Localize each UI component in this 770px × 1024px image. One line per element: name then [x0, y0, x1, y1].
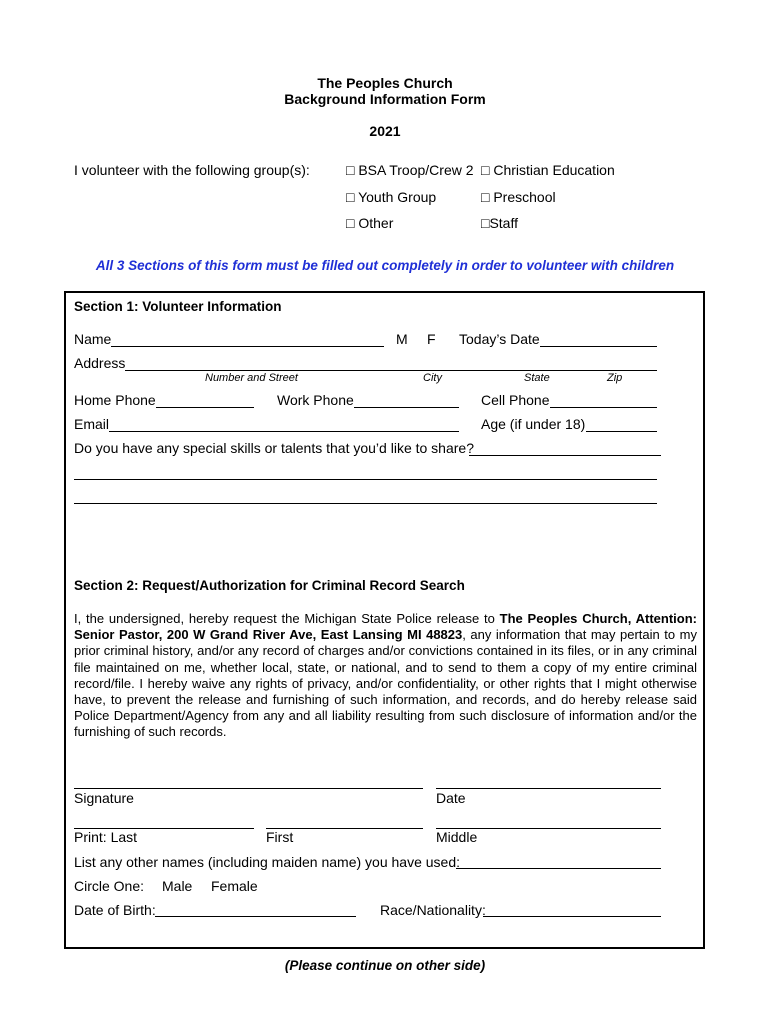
age-label: Age (if under 18)	[481, 416, 586, 432]
signature-date-label: Date	[436, 790, 466, 806]
signature-date-field[interactable]	[436, 788, 661, 789]
other-names-field[interactable]	[456, 868, 661, 869]
address-state-hint: State	[524, 372, 550, 384]
address-street-hint: Number and Street	[205, 372, 298, 384]
continue-note: (Please continue on other side)	[284, 958, 486, 973]
name-label: Name	[74, 331, 112, 347]
address-label: Address	[74, 355, 126, 371]
groups-prompt: I volunteer with the following group(s):	[74, 162, 310, 178]
cell-phone-field[interactable]	[550, 407, 657, 408]
skills-field-line-3[interactable]	[74, 503, 657, 504]
form-title: Background Information Form	[284, 91, 486, 107]
other-names-label: List any other names (including maiden name) you have used:	[74, 854, 460, 870]
group-checkbox-staff[interactable]: □Staff	[481, 215, 518, 231]
authorization-recipient: The Peoples Church, Attention: Senior Pastor, 200 W Grand River Ave, East Lansing MI 48823	[74, 611, 697, 643]
circle-one-label: Circle One:	[74, 878, 145, 894]
race-field[interactable]	[483, 916, 661, 917]
todays-date-label: Today’s Date	[459, 331, 540, 347]
email-field[interactable]	[109, 431, 459, 432]
address-field[interactable]	[125, 370, 657, 371]
signature-field[interactable]	[74, 788, 423, 789]
group-checkbox-bsa[interactable]: □ BSA Troop/Crew 2	[346, 162, 474, 178]
gender-m-option[interactable]: M	[396, 331, 408, 347]
todays-date-field[interactable]	[540, 346, 657, 347]
gender-f-option[interactable]: F	[427, 331, 436, 347]
work-phone-field[interactable]	[354, 407, 459, 408]
org-name: The Peoples Church	[317, 75, 453, 91]
section2-title: Section 2: Request/Authorization for Criminal Record Search	[74, 578, 465, 593]
print-last-label: Print: Last	[74, 829, 138, 845]
print-middle-label: Middle	[436, 829, 478, 845]
authorization-paragraph	[74, 611, 697, 741]
name-field[interactable]	[111, 346, 384, 347]
home-phone-label: Home Phone	[74, 392, 156, 408]
sex-male-option[interactable]: Male	[162, 878, 193, 894]
work-phone-label: Work Phone	[277, 392, 354, 408]
form-year: 2021	[369, 123, 401, 139]
authorization-intro: I, the undersigned, hereby request the Michigan State Police release to	[74, 611, 500, 626]
print-first-label: First	[266, 829, 294, 845]
home-phone-field[interactable]	[156, 407, 254, 408]
dob-field[interactable]	[155, 916, 356, 917]
address-zip-hint: Zip	[607, 372, 623, 384]
age-field[interactable]	[586, 431, 657, 432]
section1-title: Section 1: Volunteer Information	[74, 299, 282, 314]
address-city-hint: City	[423, 372, 442, 384]
requirement-notice: All 3 Sections of this form must be filled out completely in order to volunteer with children	[95, 258, 675, 273]
race-label: Race/Nationality:	[380, 902, 486, 918]
signature-label: Signature	[74, 790, 134, 806]
skills-question: Do you have any special skills or talents that you’d like to share?	[74, 440, 474, 456]
authorization-body: , any information that may pertain to my prior criminal history, and/or any record of charges and/or convictions contained in its files, or in any criminal file maintained on me, whether local, state, or national, and to send to them a copy of my entire criminal record/file. I hereby waive any rights of privacy, and/or confidentiality, or other rights that I might otherwise have, to prevent the release and furnishing of such information, and records, and do hereby release said Police Department/Agency from any and all liability resulting from such disclosure of information and/or the furnishing of such records.	[74, 627, 697, 740]
cell-phone-label: Cell Phone	[481, 392, 550, 408]
email-label: Email	[74, 416, 110, 432]
group-checkbox-youth[interactable]: □ Youth Group	[346, 189, 437, 205]
group-checkbox-preschool[interactable]: □ Preschool	[481, 189, 556, 205]
group-checkbox-other[interactable]: □ Other	[346, 215, 394, 231]
skills-field-inline[interactable]	[469, 455, 661, 456]
group-checkbox-christian-education[interactable]: □ Christian Education	[481, 162, 615, 178]
skills-field-line-2[interactable]	[74, 479, 657, 480]
sex-female-option[interactable]: Female	[211, 878, 258, 894]
dob-label: Date of Birth:	[74, 902, 156, 918]
